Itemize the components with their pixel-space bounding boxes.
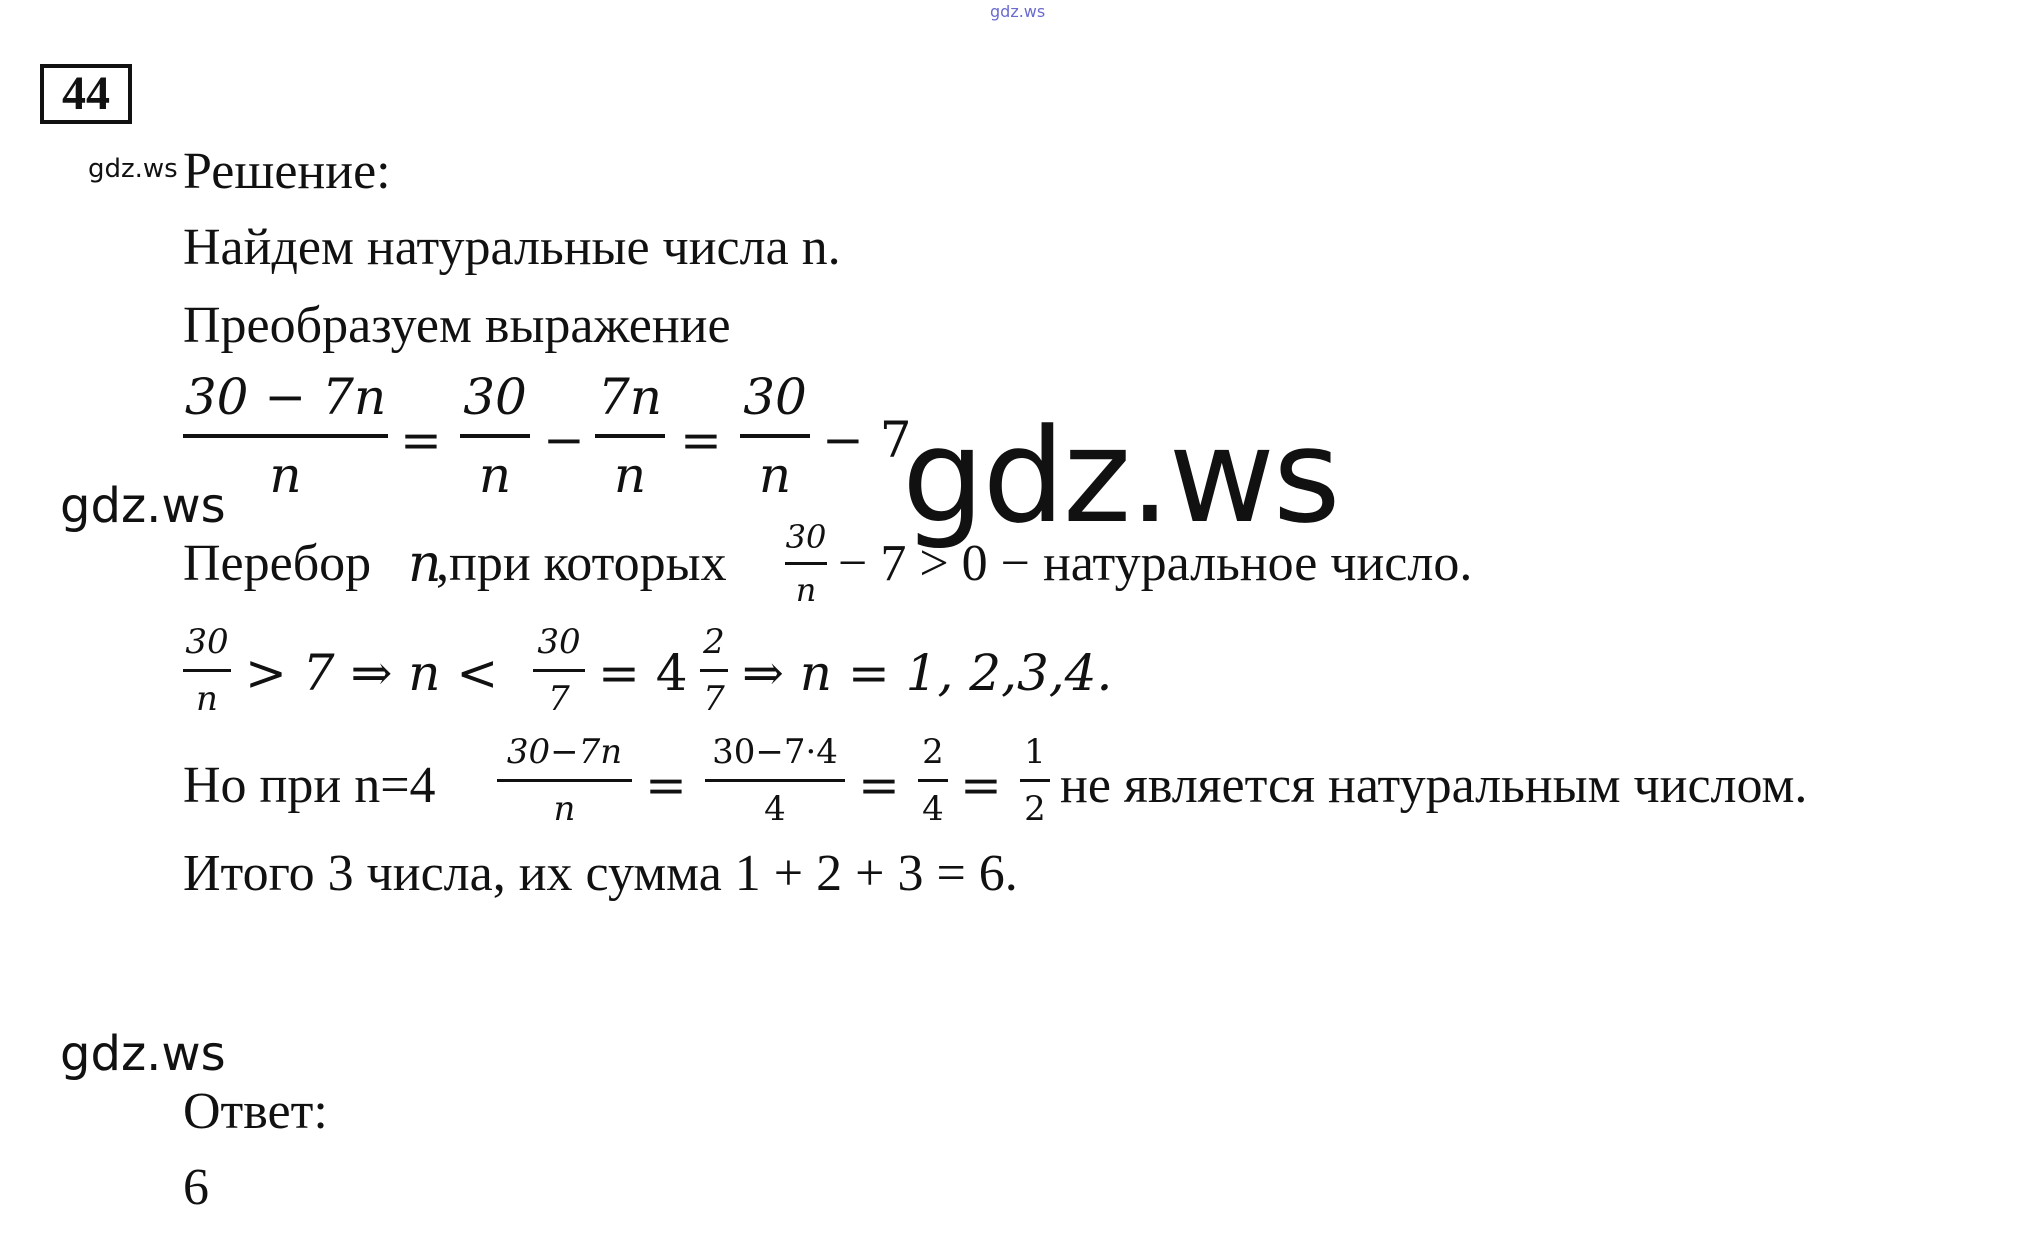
eq1-equals-a: = [400,411,442,469]
answer-value: 6 [183,1159,209,1216]
find-natural-line: Найдем натуральные числа n. [183,219,841,276]
eq2-fraction-2 [533,622,585,719]
eq2-f2-denominator: 7 [548,679,570,719]
eq2-f1-numerator: 30 [185,622,229,662]
eq1-fraction-3 [595,368,665,504]
eq2-fraction-1 [183,622,231,719]
enum-mid: ,при которых [436,535,727,592]
total-line: Итого 3 числа, их сумма 1 + 2 + 3 = 6. [183,845,1018,902]
fraction-bar [183,669,231,672]
eq3-fraction-1 [497,732,632,829]
eq3-f4-numerator: 1 [1024,732,1046,772]
eq1-f3-numerator: 7n [597,368,662,426]
eq1-f1-numerator: 30 − 7n [184,368,387,426]
transform-line: Преобразуем выражение [183,297,731,354]
fraction-bar [497,779,632,782]
fraction-bar [740,434,810,438]
eq1-f1-denominator: n [269,446,302,504]
eq3-f1-denominator: n [553,789,576,829]
eq2-f3-numerator: 2 [703,622,725,662]
fraction-bar [533,669,585,672]
eq2-f2-numerator: 30 [537,622,581,662]
eq3-equals-a: = [645,756,687,814]
solution-label: Решение: [183,143,391,200]
eq2-f1-denominator: n [196,679,218,719]
eq2-f3-denominator: 7 [703,679,725,719]
watermark-top: gdz.ws [990,2,1046,21]
enum-variable: n [408,534,442,594]
fraction-bar [785,562,827,565]
fraction-bar [1020,779,1050,782]
eq3-fraction-3 [918,732,948,829]
answer-label: Ответ: [183,1083,328,1140]
eq1-minus: − [543,411,585,469]
eq1-f2-denominator: n [478,446,512,504]
fraction-bar [918,779,948,782]
eq2-equals-whole: = 4 [598,644,688,702]
eq3-f4-denominator: 2 [1024,789,1046,829]
enum-fraction-numerator: 30 [785,518,827,556]
eq1-fraction-2 [460,368,530,504]
eq1-f2-numerator: 30 [463,368,527,426]
eq2-mid: > 7 ⇒ n < [245,644,499,702]
fraction-bar [705,779,845,782]
enum-fraction-denominator: n [795,571,817,609]
check-suffix: не является натуральным числом. [1060,757,1808,814]
eq1-equals-b: = [680,411,722,469]
enum-fraction [785,518,827,609]
eq3-f2-denominator: 4 [764,789,786,829]
enum-suffix: − 7 > 0 − натуральное число. [838,535,1473,592]
eq3-f2-numerator: 30−7·4 [712,732,838,772]
eq3-equals-c: = [960,756,1002,814]
watermark-mid-1: gdz.ws [60,478,226,534]
problem-number: 44 [40,64,132,124]
eq1-f3-denominator: n [613,446,647,504]
watermark-big: gdz.ws [902,400,1339,552]
eq2-fraction-3 [700,622,728,719]
watermark-mid-2: gdz.ws [60,1026,226,1082]
eq3-f1-numerator: 30−7n [506,732,623,772]
fraction-bar [183,434,388,438]
fraction-bar [460,434,530,438]
eq3-fraction-4 [1020,732,1050,829]
watermark-small: gdz.ws [88,154,178,184]
eq3-fraction-2 [705,732,845,829]
enum-prefix: Перебор [183,535,372,592]
fraction-bar [700,669,728,672]
eq1-tail: − 7 [822,411,912,469]
eq1-fraction-4 [740,368,810,504]
eq3-equals-b: = [858,756,900,814]
eq3-f3-denominator: 4 [922,789,944,829]
eq1-f4-numerator: 30 [743,368,807,426]
eq3-f3-numerator: 2 [922,732,944,772]
eq1-f4-denominator: n [758,446,792,504]
check-prefix: Но при n=4 [183,757,436,814]
fraction-bar [595,434,665,438]
eq2-tail: ⇒ n = 1, 2,3,4. [742,644,1113,702]
